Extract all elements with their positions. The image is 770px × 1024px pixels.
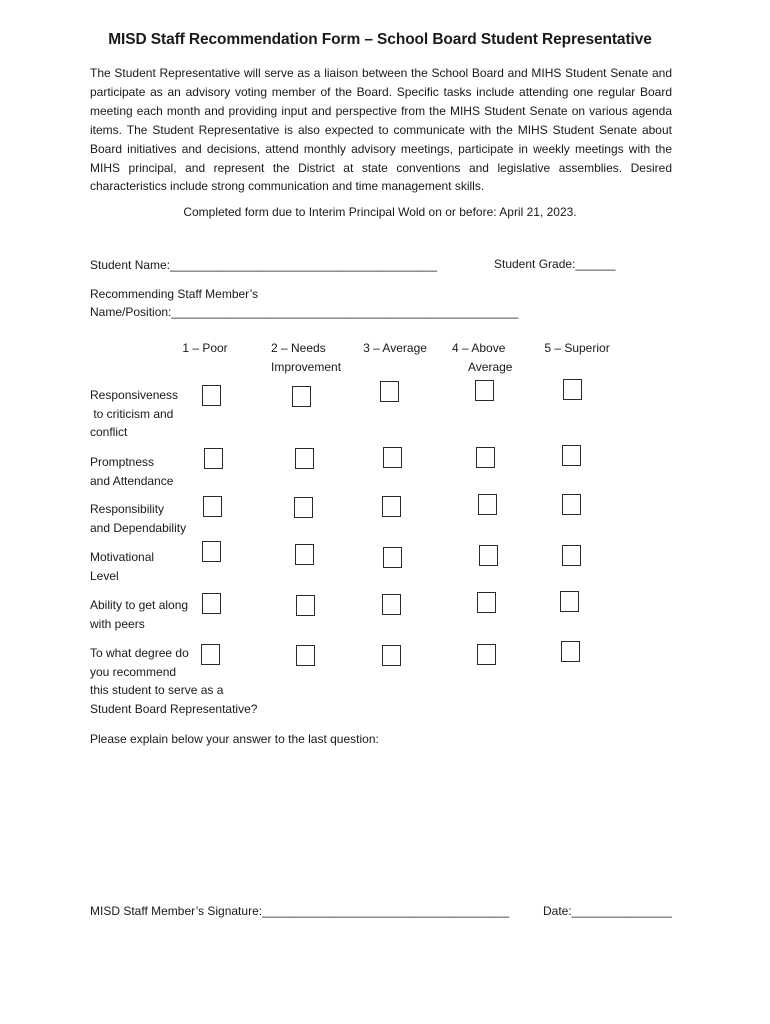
- student-grade-field[interactable]: Student Grade:______: [494, 257, 616, 271]
- checkbox-motivational-2[interactable]: [295, 544, 314, 565]
- checkbox-promptness-1[interactable]: [204, 448, 223, 469]
- checkbox-peers-1[interactable]: [202, 593, 221, 614]
- checkbox-motivational-5[interactable]: [562, 545, 581, 566]
- checkbox-peers-2[interactable]: [296, 595, 315, 616]
- checkbox-responsiveness-3[interactable]: [380, 381, 399, 402]
- criterion-label-line: Responsiveness: [90, 388, 179, 402]
- date-field[interactable]: Date:_______________: [543, 904, 672, 918]
- checkbox-motivational-1[interactable]: [202, 541, 221, 562]
- checkbox-peers-3[interactable]: [382, 594, 401, 615]
- rating-header-2-line2: Improvement: [271, 359, 342, 374]
- due-date-note: Completed form due to Interim Principal Wold on or before: April 21, 2023.: [183, 205, 577, 219]
- criterion-label-line: Responsibility: [90, 502, 165, 516]
- criterion-label-line: Level: [90, 568, 119, 583]
- intro-paragraph: The Student Representative will serve as a liaison between the School Board and MIHS Student Senate and participate as an advisory voting member of the Board. Specific tasks include attending one regular Board meeting each month and providing input and perspective from the MIHS Student Senate on various agenda items. The Student Representative is also expected to communicate with the MIHS Student Senate about Board initiatives and decisions, attend monthly advisory meetings, participate in weekly meetings with the MIHS principal, and represent the District at state conventions and legislative assemblies. Desired characteristics include strong communication and time management skills.: [90, 66, 672, 194]
- criterion-label-peers: [90, 596, 188, 633]
- checkbox-recommendation-2[interactable]: [296, 645, 315, 666]
- checkbox-responsibility-2[interactable]: [294, 497, 313, 518]
- checkbox-promptness-5[interactable]: [562, 445, 581, 466]
- checkbox-responsibility-1[interactable]: [203, 496, 222, 517]
- rating-header-2: [260, 339, 360, 376]
- criterion-label-line: Ability to get along: [90, 598, 189, 612]
- form-title: MISD Staff Recommendation Form – School Board Student Representative: [108, 31, 652, 48]
- criterion-label-recommendation: [90, 644, 257, 718]
- explain-prompt: Please explain below your answer to the last question:: [90, 732, 379, 746]
- rating-header-4-line1: 4 – Above: [452, 341, 506, 355]
- checkbox-promptness-4[interactable]: [476, 447, 495, 468]
- criterion-label-line: Student Board Representative?: [90, 701, 258, 716]
- rating-header-2-line1: 2 – Needs: [271, 341, 326, 355]
- rating-header-3-line1: 3 – Average: [363, 341, 427, 355]
- checkbox-responsibility-3[interactable]: [382, 496, 401, 517]
- criterion-label-line: to criticism and: [90, 406, 174, 421]
- checkbox-promptness-3[interactable]: [383, 447, 402, 468]
- criterion-label-line: you recommend: [90, 664, 177, 679]
- student-name-field[interactable]: Student Name:________________________________________: [90, 258, 437, 272]
- checkbox-responsiveness-4[interactable]: [475, 380, 494, 401]
- checkbox-motivational-3[interactable]: [383, 547, 402, 568]
- criterion-label-promptness: [90, 453, 173, 490]
- rating-header-1: [170, 339, 240, 358]
- criterion-label-responsiveness: [90, 386, 178, 442]
- checkbox-recommendation-1[interactable]: [201, 644, 220, 665]
- criterion-label-responsibility: [90, 500, 186, 537]
- checkbox-peers-4[interactable]: [477, 592, 496, 613]
- rating-header-3: [355, 339, 435, 358]
- criterion-label-line: To what degree do: [90, 646, 189, 660]
- checkbox-responsiveness-2[interactable]: [292, 386, 311, 407]
- checkbox-promptness-2[interactable]: [295, 448, 314, 469]
- criterion-label-motivational: [90, 548, 154, 585]
- checkbox-recommendation-4[interactable]: [477, 644, 496, 665]
- criterion-label-line: and Attendance: [90, 473, 174, 488]
- criterion-label-line: conflict: [90, 425, 128, 440]
- criterion-label-line: with peers: [90, 616, 145, 631]
- rating-header-4: [445, 339, 525, 376]
- checkbox-responsiveness-5[interactable]: [563, 379, 582, 400]
- checkbox-peers-5[interactable]: [560, 591, 579, 612]
- staff-name-label: Recommending Staff Member’s: [90, 287, 259, 301]
- checkbox-responsiveness-1[interactable]: [202, 385, 221, 406]
- checkbox-recommendation-5[interactable]: [561, 641, 580, 662]
- checkbox-motivational-4[interactable]: [479, 545, 498, 566]
- rating-header-5-line1: 5 – Superior: [544, 341, 610, 355]
- checkbox-recommendation-3[interactable]: [382, 645, 401, 666]
- criterion-label-line: Motivational: [90, 550, 155, 564]
- rating-header-1-line1: 1 – Poor: [182, 341, 228, 355]
- criterion-label-line: this student to serve as a: [90, 683, 224, 698]
- explanation-area[interactable]: [90, 752, 680, 892]
- signature-field[interactable]: MISD Staff Member’s Signature:_____________________________________: [90, 904, 510, 918]
- rating-header-5: [537, 339, 617, 358]
- criterion-label-line: and Dependability: [90, 520, 187, 535]
- rating-header-4-line2: Average: [468, 359, 513, 374]
- checkbox-responsibility-4[interactable]: [478, 494, 497, 515]
- staff-name-position-field[interactable]: Name/Position:____________________________________________________: [90, 305, 519, 319]
- checkbox-responsibility-5[interactable]: [562, 494, 581, 515]
- criterion-label-line: Promptness: [90, 455, 155, 469]
